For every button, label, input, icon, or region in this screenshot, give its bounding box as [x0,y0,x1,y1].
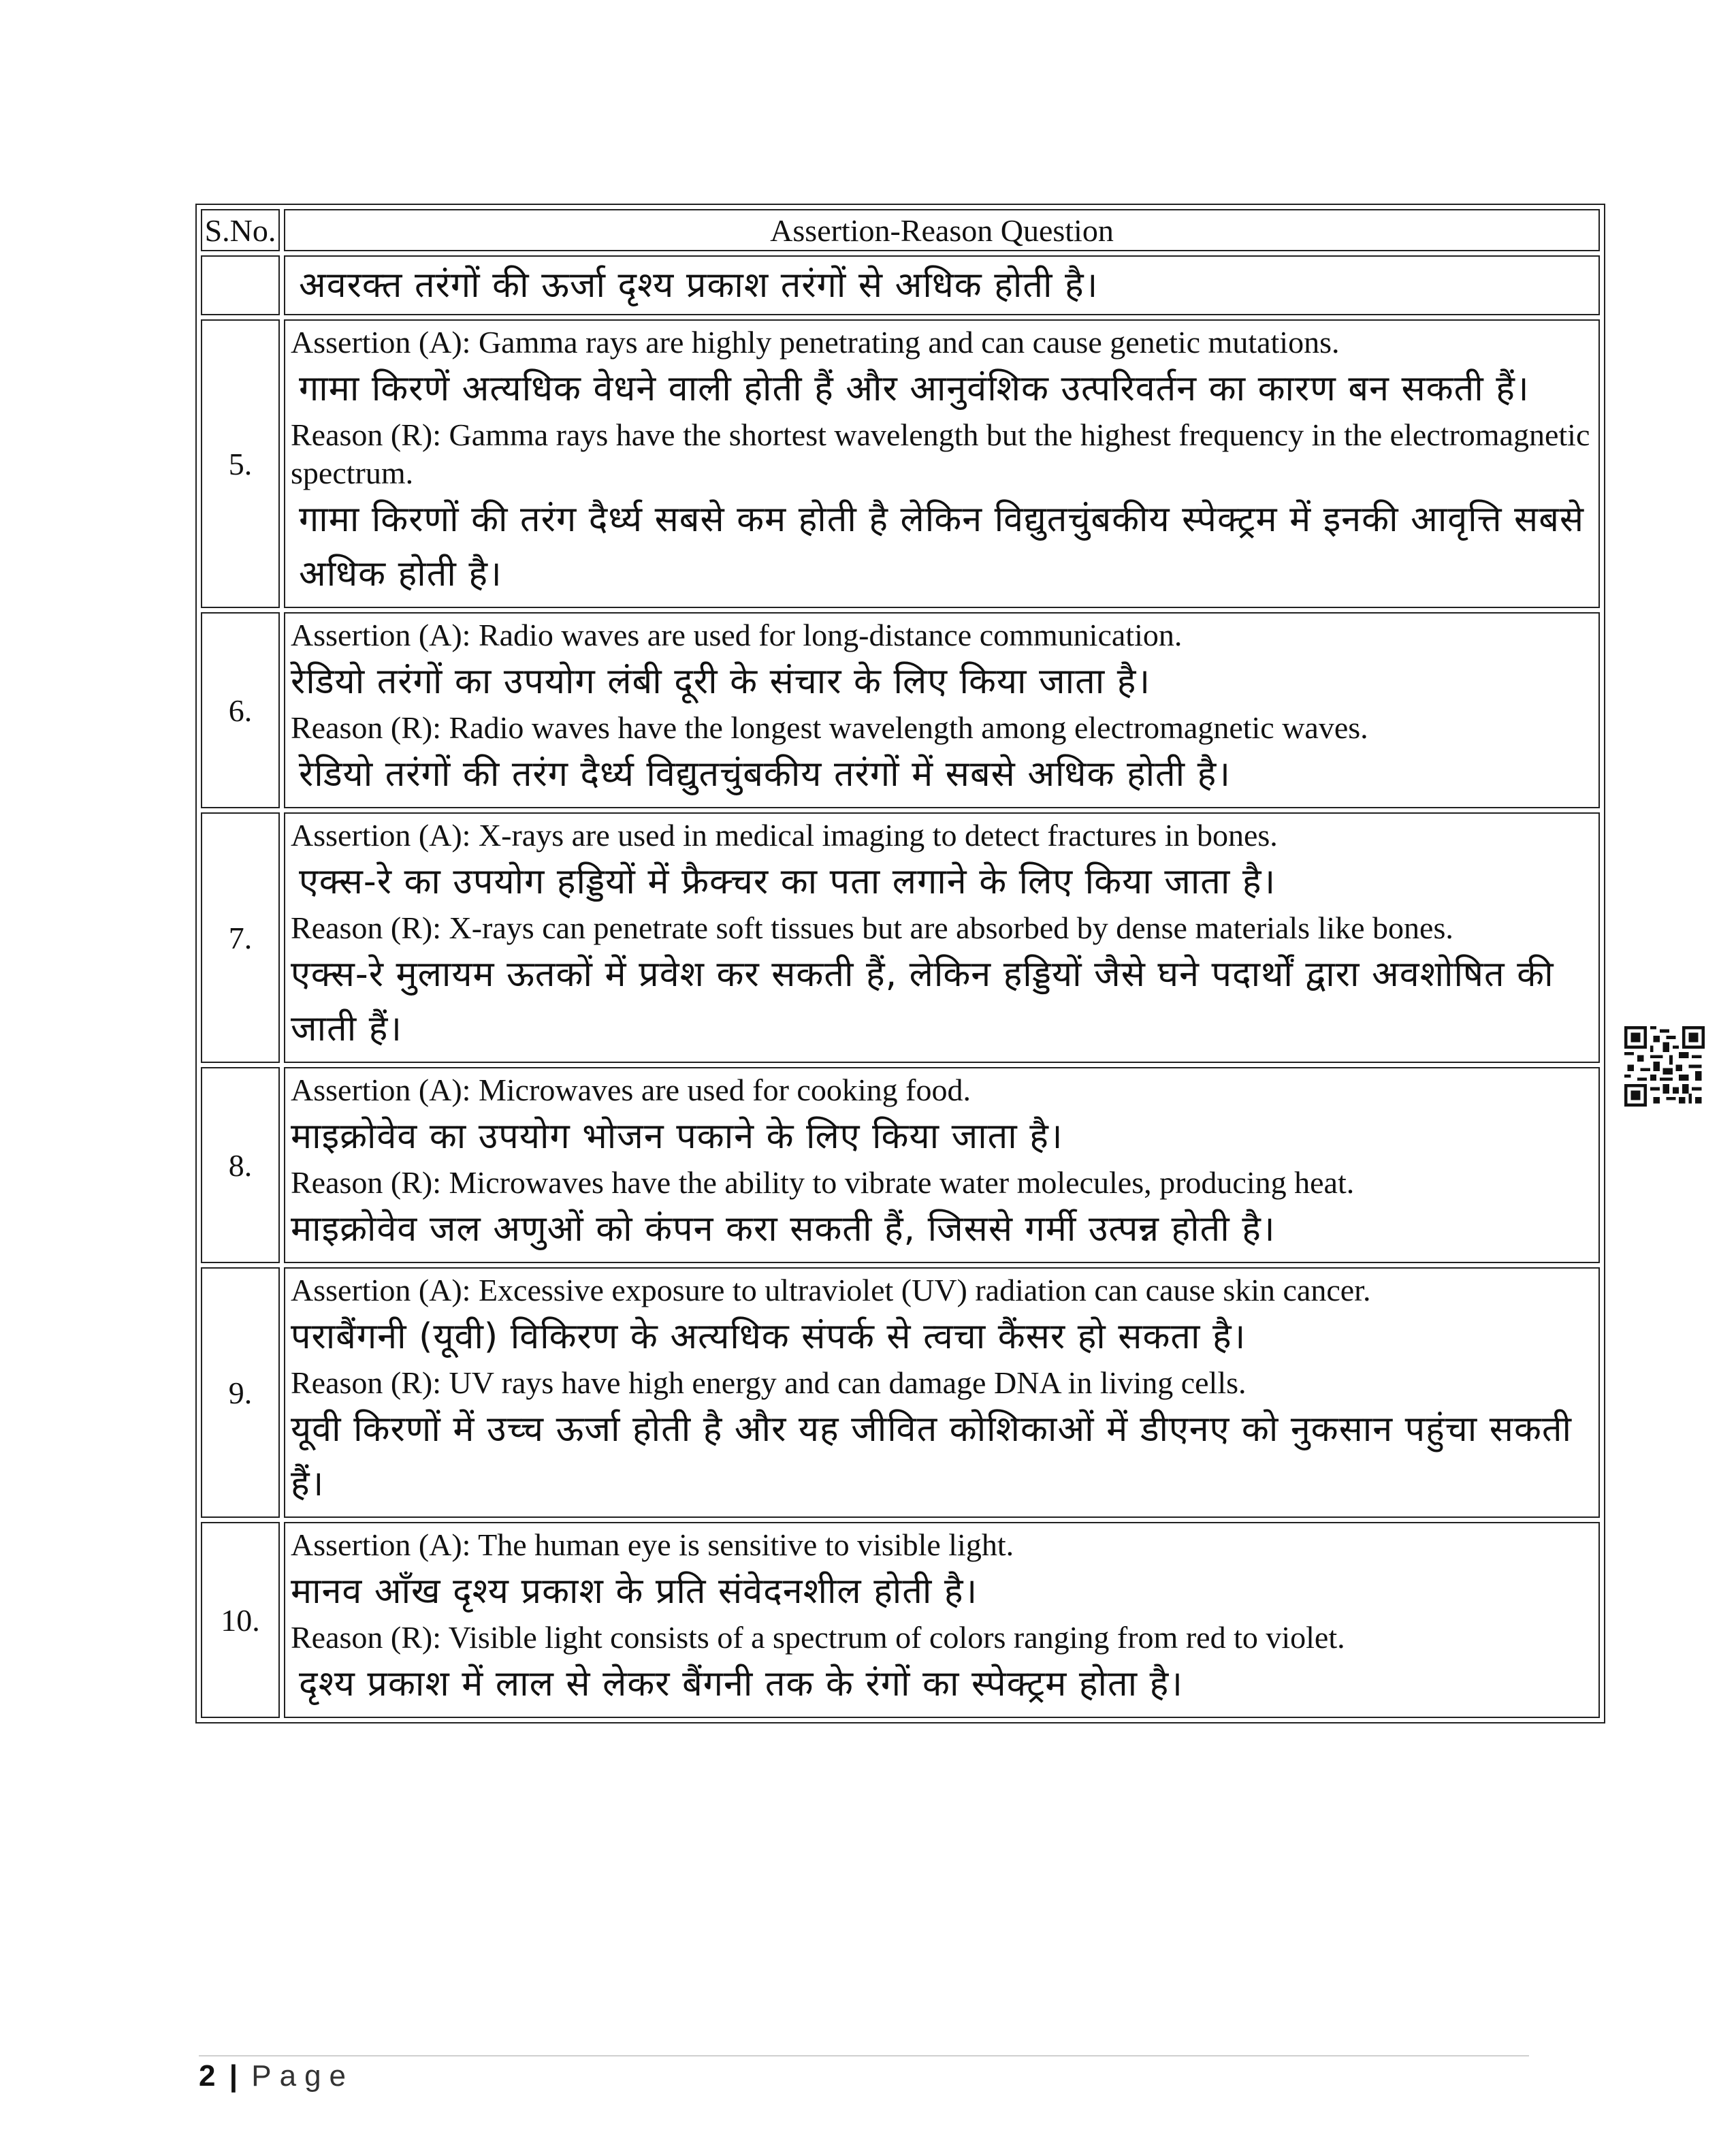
reason-en: Reason (R): Gamma rays have the shortest wavelength but the highest frequency in the electromagnetic spectrum. [291,417,1590,490]
row-question [284,812,1600,1063]
assertion-hi: पराबैंगनी (यूवी) विकिरण के अत्यधिक संपर्क से त्वचा कैंसर हो सकता है। [291,1316,1247,1357]
reason-hi: माइक्रोवेव जल अणुओं को कंपन करा सकती हैं, जिससे गर्मी उत्पन्न होती है। [291,1209,1276,1250]
row-question [284,1522,1600,1718]
reason-en: Reason (R): X-rays can penetrate soft tissues but are absorbed by dense materials like bones. [291,910,1453,945]
reason-en: Reason (R): Microwaves have the ability to vibrate water molecules, producing heat. [291,1165,1355,1200]
row-question [284,612,1600,808]
continuation-cell [284,255,1600,315]
row-question [284,1267,1600,1518]
table-row [201,612,1600,808]
reason-en: Reason (R): Radio waves have the longest wavelength among electromagnetic waves. [291,710,1368,745]
reason-en: Reason (R): Visible light consists of a spectrum of colors ranging from red to violet. [291,1620,1345,1655]
table-header-row [201,209,1600,251]
assertion-en: Assertion (A): The human eye is sensitive to visible light. [291,1527,1014,1562]
continuation-sno [201,255,280,315]
table-row [201,1267,1600,1518]
continuation-text: अवरक्त तरंगों की ऊर्जा दृश्य प्रकाश तरंगों से अधिक होती है। [299,265,1099,306]
row-sno: 9. [201,1267,280,1518]
page-label: Page [251,2059,355,2093]
header-sno: S.No. [201,209,280,251]
qr-code-icon[interactable] [1624,1026,1705,1107]
page-footer [199,2059,354,2093]
assertion-reason-table [195,204,1605,1723]
table-row [201,1522,1600,1718]
row-sno: 8. [201,1067,280,1263]
assertion-hi: रेडियो तरंगों का उपयोग लंबी दूरी के संचार के लिए किया जाता है। [291,661,1151,702]
row-sno: 7. [201,812,280,1063]
table-row [201,1067,1600,1263]
assertion-hi: माइक्रोवेव का उपयोग भोजन पकाने के लिए किया जाता है। [291,1116,1063,1157]
row-sno: 10. [201,1522,280,1718]
continuation-row [201,255,1600,315]
assertion-hi: मानव आँख दृश्य प्रकाश के प्रति संवेदनशील होती है। [291,1571,978,1612]
reason-hi: यूवी किरणों में उच्च ऊर्जा होती है और यह जीवित कोशिकाओं में डीएनए को नुकसान पहुंचा सकती हैं। [291,1409,1572,1504]
assertion-en: Assertion (A): X-rays are used in medical imaging to detect fractures in bones. [291,818,1278,853]
row-question [284,1067,1600,1263]
table-row [201,319,1600,608]
assertion-hi: एक्स-रे का उपयोग हड्डियों में फ्रैक्चर का पता लगाने के लिए किया जाता है। [299,861,1276,902]
reason-hi: एक्स-रे मुलायम ऊतकों में प्रवेश कर सकती हैं, लेकिन हड्डियों जैसे घने पदार्थों द्वारा अवशोषित की जाती हैं। [291,954,1554,1049]
reason-hi: गामा किरणों की तरंग दैर्ध्य सबसे कम होती है लेकिन विद्युतचुंबकीय स्पेक्ट्रम में इनकी आवृत्ति सबसे अधिक होती है। [299,499,1585,594]
header-question: Assertion-Reason Question [284,209,1600,251]
row-sno: 5. [201,319,280,608]
row-question [284,319,1600,608]
reason-en: Reason (R): UV rays have high energy and can damage DNA in living cells. [291,1365,1247,1400]
assertion-en: Assertion (A): Microwaves are used for cooking food. [291,1072,971,1107]
assertion-en: Assertion (A): Radio waves are used for long-distance communication. [291,618,1183,652]
page-number: 2 [199,2059,216,2093]
reason-hi: दृश्य प्रकाश में लाल से लेकर बैंगनी तक के रंगों का स्पेक्ट्रम होता है। [299,1664,1183,1704]
assertion-en: Assertion (A): Gamma rays are highly penetrating and can cause genetic mutations. [291,325,1340,360]
footer-separator: | [229,2059,238,2093]
row-sno: 6. [201,612,280,808]
assertion-hi: गामा किरणें अत्यधिक वेधने वाली होती हैं और आनुवंशिक उत्परिवर्तन का कारण बन सकती हैं। [299,368,1530,409]
reason-hi: रेडियो तरंगों की तरंग दैर्ध्य विद्युतचुंबकीय तरंगों में सबसे अधिक होती है। [299,754,1231,795]
footer-divider [199,2055,1529,2056]
assertion-en: Assertion (A): Excessive exposure to ultraviolet (UV) radiation can cause skin cancer. [291,1273,1371,1307]
table-row [201,812,1600,1063]
